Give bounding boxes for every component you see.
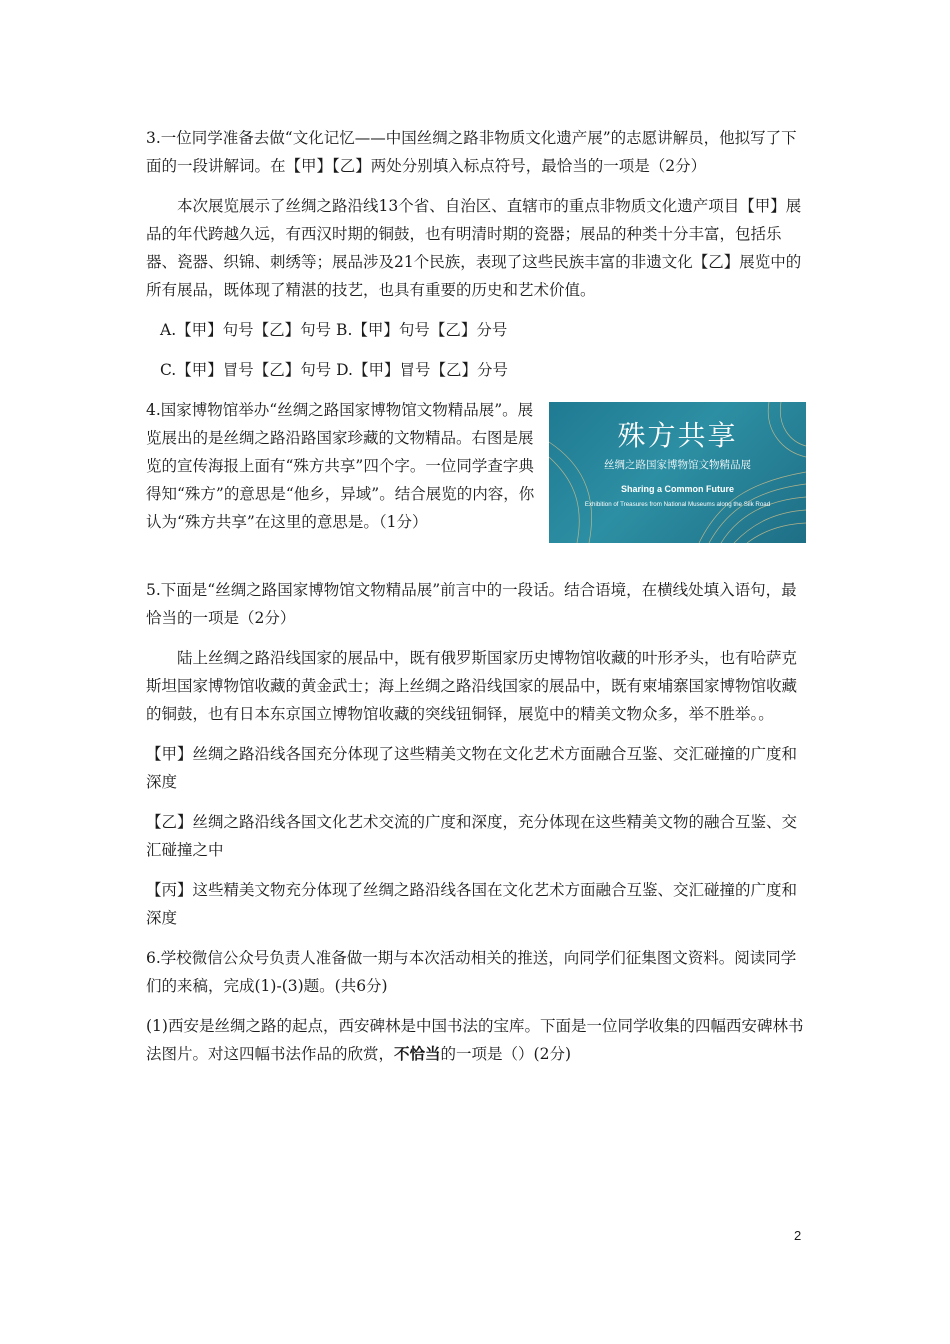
question-6-sub-1 bbox=[146, 1012, 806, 1068]
question-4-stem: 4.国家博物馆举办“丝绸之路国家博物馆文物精品展”。展览展出的是丝绸之路沿路国家珍藏的文物精品。右图是展览的宣传海报上面有“殊方共享”四个字。一位同学查字典得知“殊方”的意思是“他乡，异域”。结合展览的内容，你认为“殊方共享”在这里的意思是。（1分） bbox=[146, 401, 535, 531]
question-6-sub-1-text: (1)西安是丝绸之路的起点，西安碑林是中国书法的宝库。下面是一位同学收集的四幅西安碑林书法图片。对这四幅书法作品的欣赏， bbox=[146, 1017, 804, 1063]
question-5-stem: 5.下面是“丝绸之路国家博物馆文物精品展”前言中的一段话。结合语境，在横线处填入语句，最恰当的一项是（2分） bbox=[146, 581, 797, 627]
question-4-block bbox=[146, 396, 806, 566]
question-3-options-ab: A.【甲】句号【乙】句号 B.【甲】句号【乙】分号 bbox=[160, 321, 508, 339]
question-5-choice-bing: 【丙】这些精美文物充分体现了丝绸之路沿线各国在文化艺术方面融合互鉴、交汇碰撞的广度和深度 bbox=[146, 881, 798, 927]
poster-subtitle: 丝绸之路国家博物馆文物精品展 bbox=[604, 459, 751, 471]
question-3-passage: 本次展览展示了丝绸之路沿线13个省、自治区、直辖市的重点非物质文化遗产项目【甲】展品的年代跨越久远，有西汉时期的铜鼓，也有明清时期的瓷器；展品的种类十分丰富，包括乐器、瓷器、织锦、刺绣等；展品涉及21个民族，表现了这些民族丰富的非遗文化【乙】展览中的所有展品，既体现了精湛的技艺，也具有重要的历史和艺术价值。 bbox=[146, 197, 802, 299]
exhibition-poster bbox=[549, 402, 806, 543]
page-number: 2 bbox=[794, 1228, 802, 1243]
question-6-sub-1-emphasis: 不恰当 bbox=[394, 1045, 441, 1063]
question-6-sub-1-end: 的一项是（）(2分) bbox=[440, 1045, 571, 1063]
question-6-stem: 6.学校微信公众号负责人准备做一期与本次活动相关的推送，向同学们征集图文资料。阅读同学们的来稿，完成(1)-(3)题。(共6分) bbox=[146, 949, 797, 995]
question-5-choice-jia: 【甲】丝绸之路沿线各国充分体现了这些精美文物在文化艺术方面融合互鉴、交汇碰撞的广度和深度 bbox=[146, 745, 798, 791]
poster-title: 殊方共享 bbox=[617, 419, 738, 452]
question-3-stem: 3.一位同学准备去做“文化记忆——中国丝绸之路非物质文化遗产展”的志愿讲解员，他拟写了下面的一段讲解词。在【甲】【乙】两处分别填入标点符号，最恰当的一项是（2分） bbox=[146, 129, 797, 175]
question-5-choice-yi: 【乙】丝绸之路沿线各国文化艺术交流的广度和深度，充分体现在这些精美文物的融合互鉴、交汇碰撞之中 bbox=[146, 813, 798, 859]
poster-english-title: Sharing a Common Future bbox=[620, 484, 734, 494]
question-3-options-cd: C.【甲】冒号【乙】句号 D.【甲】冒号【乙】分号 bbox=[160, 361, 508, 379]
poster-english-subtitle: Exhibition of Treasures from National Museums along the Silk Road bbox=[584, 501, 771, 508]
document-page bbox=[146, 124, 806, 1080]
question-5-passage: 陆上丝绸之路沿线国家的展品中，既有俄罗斯国家历史博物馆收藏的叶形矛头，也有哈萨克斯坦国家博物馆收藏的黄金武士；海上丝绸之路沿线国家的展品中，既有柬埔寨国家博物馆收藏的铜鼓，也有日本东京国立博物馆收藏的突线钮铜铎，展览中的精美文物众多，举不胜举。。 bbox=[146, 649, 798, 723]
